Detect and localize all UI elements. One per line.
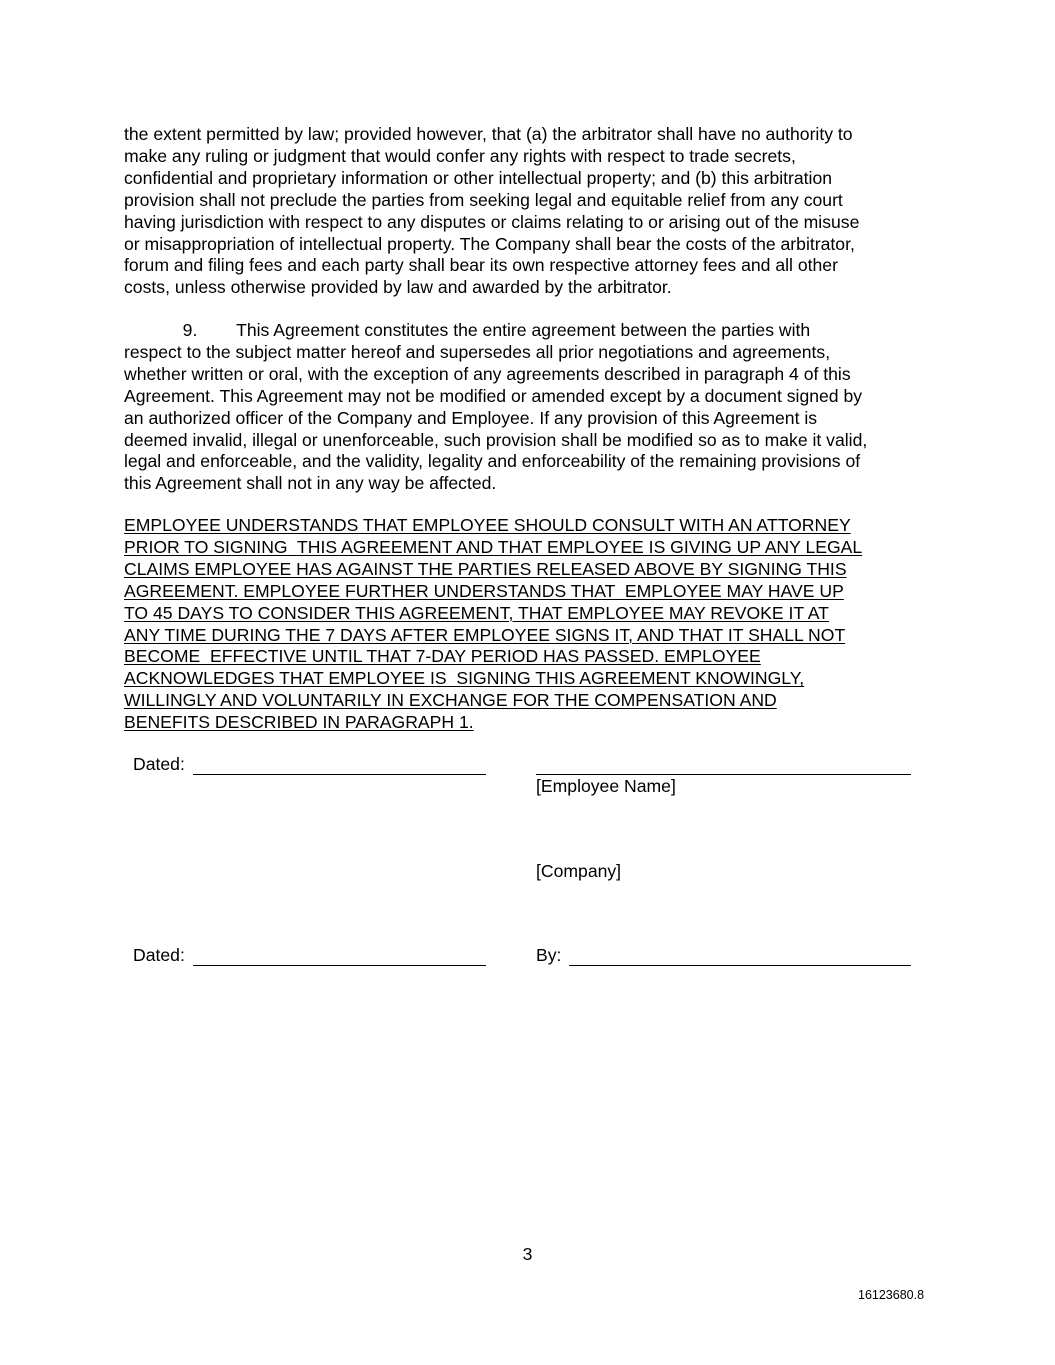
acknowledgment-paragraph	[124, 515, 934, 734]
company-signature-line[interactable]	[569, 965, 911, 966]
text-line: make any ruling or judgment that would confer any rights with respect to trade secrets,	[124, 145, 796, 166]
text-line: forum and filing fees and each party shall bear its own respective attorney fees and all other	[124, 255, 838, 276]
text-line: 9. This Agreement constitutes the entire agreement between the parties with	[124, 320, 811, 340]
text-line: provision shall not preclude the parties from seeking legal and equitable relief from any court	[124, 189, 843, 210]
text-line: ACKNOWLEDGES THAT EMPLOYEE IS SIGNING THIS AGREEMENT KNOWINGLY,	[124, 668, 805, 689]
text-line: having jurisdiction with respect to any disputes or claims relating to or arising out of the misuse	[124, 211, 860, 232]
employee-signature-line[interactable]	[536, 774, 911, 775]
text-line: WILLINGLY AND VOLUNTARILY IN EXCHANGE FOR THE COMPENSATION AND	[124, 690, 777, 711]
text-line: CLAIMS EMPLOYEE HAS AGAINST THE PARTIES RELEASED ABOVE BY SIGNING THIS	[124, 558, 847, 579]
text-line: ANY TIME DURING THE 7 DAYS AFTER EMPLOYEE SIGNS IT, AND THAT IT SHALL NOT	[124, 624, 846, 645]
text-line: Agreement. This Agreement may not be modified or amended except by a document signed by	[124, 385, 863, 406]
paragraph-continued	[124, 124, 934, 299]
text-line: respect to the subject matter hereof and supersedes all prior negotiations and agreements,	[124, 341, 831, 362]
text-line: EMPLOYEE UNDERSTANDS THAT EMPLOYEE SHOULD CONSULT WITH AN ATTORNEY	[124, 515, 851, 535]
text-line: the extent permitted by law; provided however, that (a) the arbitrator shall have no authority to	[124, 124, 853, 144]
text-line: this Agreement shall not in any way be affected.	[124, 473, 497, 494]
text-line: or misappropriation of intellectual property. The Company shall bear the costs of the arbitrator,	[124, 233, 855, 254]
text-line: AGREEMENT. EMPLOYEE FURTHER UNDERSTANDS THAT EMPLOYEE MAY HAVE UP	[124, 580, 844, 601]
text-line: an authorized officer of the Company and Employee. If any provision of this Agreement is	[124, 407, 818, 428]
text-line: BECOME EFFECTIVE UNTIL THAT 7-DAY PERIOD HAS PASSED. EMPLOYEE	[124, 646, 761, 667]
text-line: TO 45 DAYS TO CONSIDER THIS AGREEMENT, THAT EMPLOYEE MAY REVOKE IT AT	[124, 602, 829, 623]
employee-name-label: [Employee Name]	[536, 776, 676, 796]
text-line: BENEFITS DESCRIBED IN PARAGRAPH 1.	[124, 712, 474, 733]
paragraph-9	[124, 320, 934, 495]
text-line: costs, unless otherwise provided by law and awarded by the arbitrator.	[124, 277, 672, 298]
employee-date-line[interactable]	[193, 774, 486, 775]
text-line: whether written or oral, with the exception of any agreements described in paragraph 4 of this	[124, 363, 851, 384]
text-line: PRIOR TO SIGNING THIS AGREEMENT AND THAT EMPLOYEE IS GIVING UP ANY LEGAL	[124, 536, 863, 557]
company-label: [Company]	[536, 861, 622, 881]
text-line: deemed invalid, illegal or unenforceable, such provision shall be modified so as to make it valid,	[124, 429, 868, 450]
company-dated-label: Dated:	[133, 945, 185, 965]
employee-dated-label: Dated:	[133, 754, 185, 774]
company-date-line[interactable]	[193, 965, 486, 966]
by-label: By:	[536, 945, 562, 965]
text-line: legal and enforceable, and the validity, legality and enforceability of the remaining provisions of	[124, 451, 861, 472]
text-line: confidential and proprietary information or other intellectual property; and (b) this arbitration	[124, 167, 833, 188]
document-id: 16123680.8	[858, 1288, 925, 1302]
page-number: 3	[522, 1244, 533, 1264]
